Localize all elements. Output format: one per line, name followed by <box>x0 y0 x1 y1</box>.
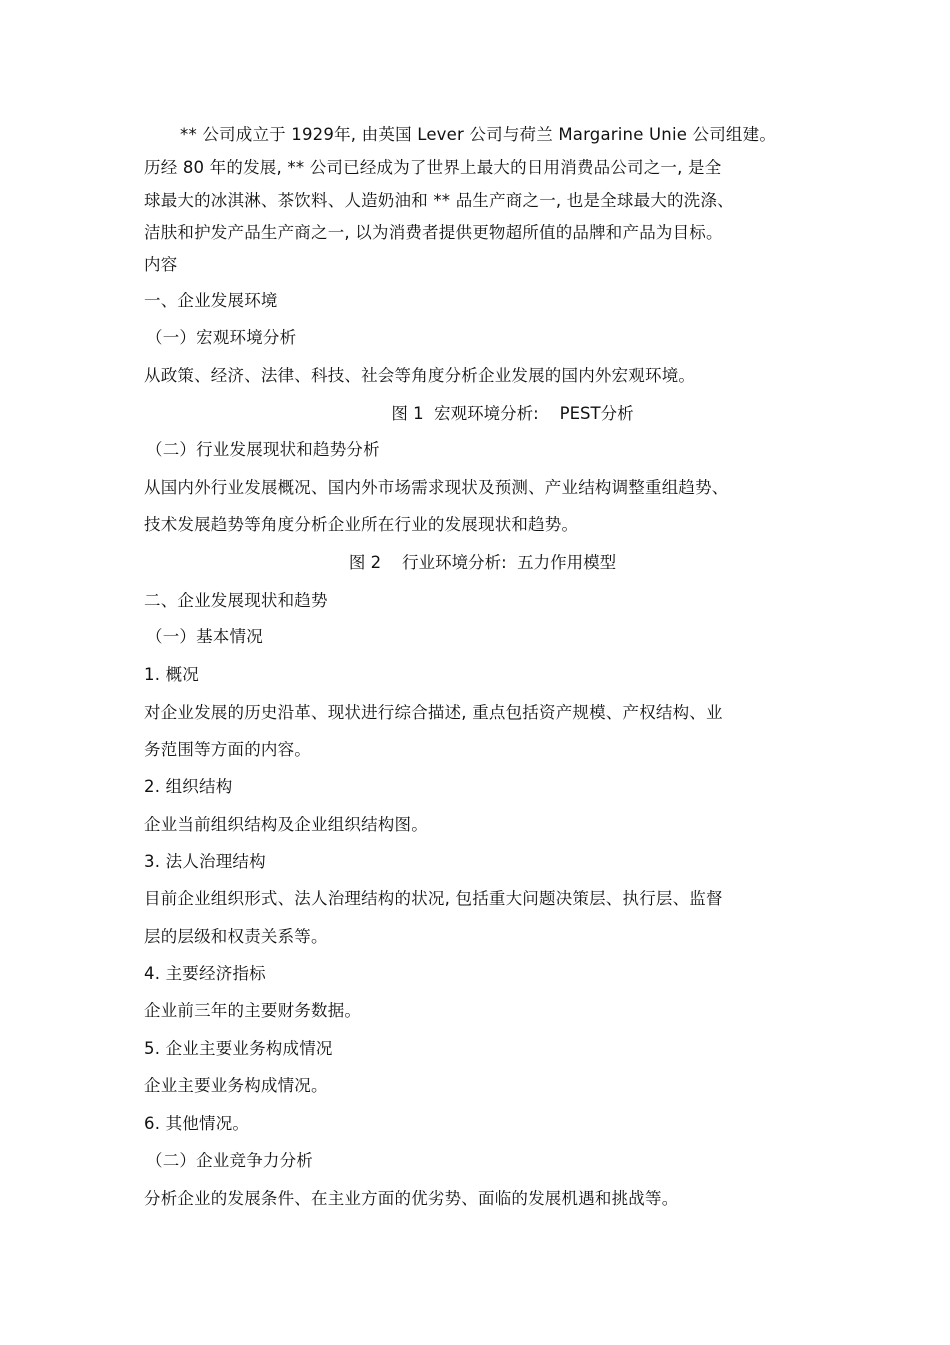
section-1-sub-2-body-line-1: 从国内外行业发展概况、国内外市场需求现状及预测、产业结构调整重组趋势、 <box>144 478 729 497</box>
section-1-sub-1-title: （一）宏观环境分析 <box>146 328 297 347</box>
section-2-sub-2-body: 分析企业的发展条件、在主业方面的优劣势、面临的发展机遇和挑战等。 <box>144 1189 679 1208</box>
section-2-sub-2-title: （二）企业竞争力分析 <box>146 1151 313 1170</box>
item-2-body-line-1: 企业当前组织结构及企业组织结构图。 <box>144 815 428 834</box>
intro-line-3: 球最大的冰淇淋、茶饮料、人造奶油和 ** 品生产商之一, 也是全球最大的洗涤、 <box>144 191 734 210</box>
section-1-title: 一、企业发展环境 <box>144 291 278 310</box>
item-4-body-line-1: 企业前三年的主要财务数据。 <box>144 1001 362 1020</box>
intro-line-2: 历经 80 年的发展, ** 公司已经成为了世界上最大的日用消费品公司之一, 是全 <box>144 158 722 177</box>
contents-label: 内容 <box>144 255 178 274</box>
section-2-sub-1-title: （一）基本情况 <box>146 627 263 646</box>
intro-line-1: ** 公司成立于 1929年, 由英国 Lever 公司与荷兰 Margarine Unie 公司组建。 <box>180 125 777 144</box>
item-3-body-line-2: 层的层级和权责关系等。 <box>144 927 328 946</box>
intro-line-4: 洁肤和护发产品生产商之一, 以为消费者提供更物超所值的品牌和产品为目标。 <box>144 223 723 242</box>
section-1-sub-2-body-line-2: 技术发展趋势等角度分析企业所在行业的发展现状和趋势。 <box>144 515 579 534</box>
section-2-title: 二、企业发展现状和趋势 <box>144 591 328 610</box>
section-1-sub-2-title: （二）行业发展现状和趋势分析 <box>146 440 380 459</box>
item-1-body-line-2: 务范围等方面的内容。 <box>144 740 311 759</box>
item-5-heading: 5. 企业主要业务构成情况 <box>144 1039 333 1058</box>
section-1-sub-1-body: 从政策、经济、法律、科技、社会等角度分析企业发展的国内外宏观环境。 <box>144 366 696 385</box>
figure-2-caption: 图 2 行业环境分析: 五力作用模型 <box>348 553 617 572</box>
item-1-body-line-1: 对企业发展的历史沿革、现状进行综合描述, 重点包括资产规模、产权结构、业 <box>144 703 723 722</box>
figure-1-caption: 图 1 宏观环境分析: PEST分析 <box>391 404 634 423</box>
item-5-body-line-1: 企业主要业务构成情况。 <box>144 1076 328 1095</box>
item-2-heading: 2. 组织结构 <box>144 777 233 796</box>
item-3-body-line-1: 目前企业组织形式、法人治理结构的状况, 包括重大问题决策层、执行层、监督 <box>144 889 723 908</box>
item-3-heading: 3. 法人治理结构 <box>144 852 266 871</box>
item-4-heading: 4. 主要经济指标 <box>144 964 266 983</box>
item-1-heading: 1. 概况 <box>144 665 199 684</box>
item-6-heading: 6. 其他情况。 <box>144 1114 250 1133</box>
